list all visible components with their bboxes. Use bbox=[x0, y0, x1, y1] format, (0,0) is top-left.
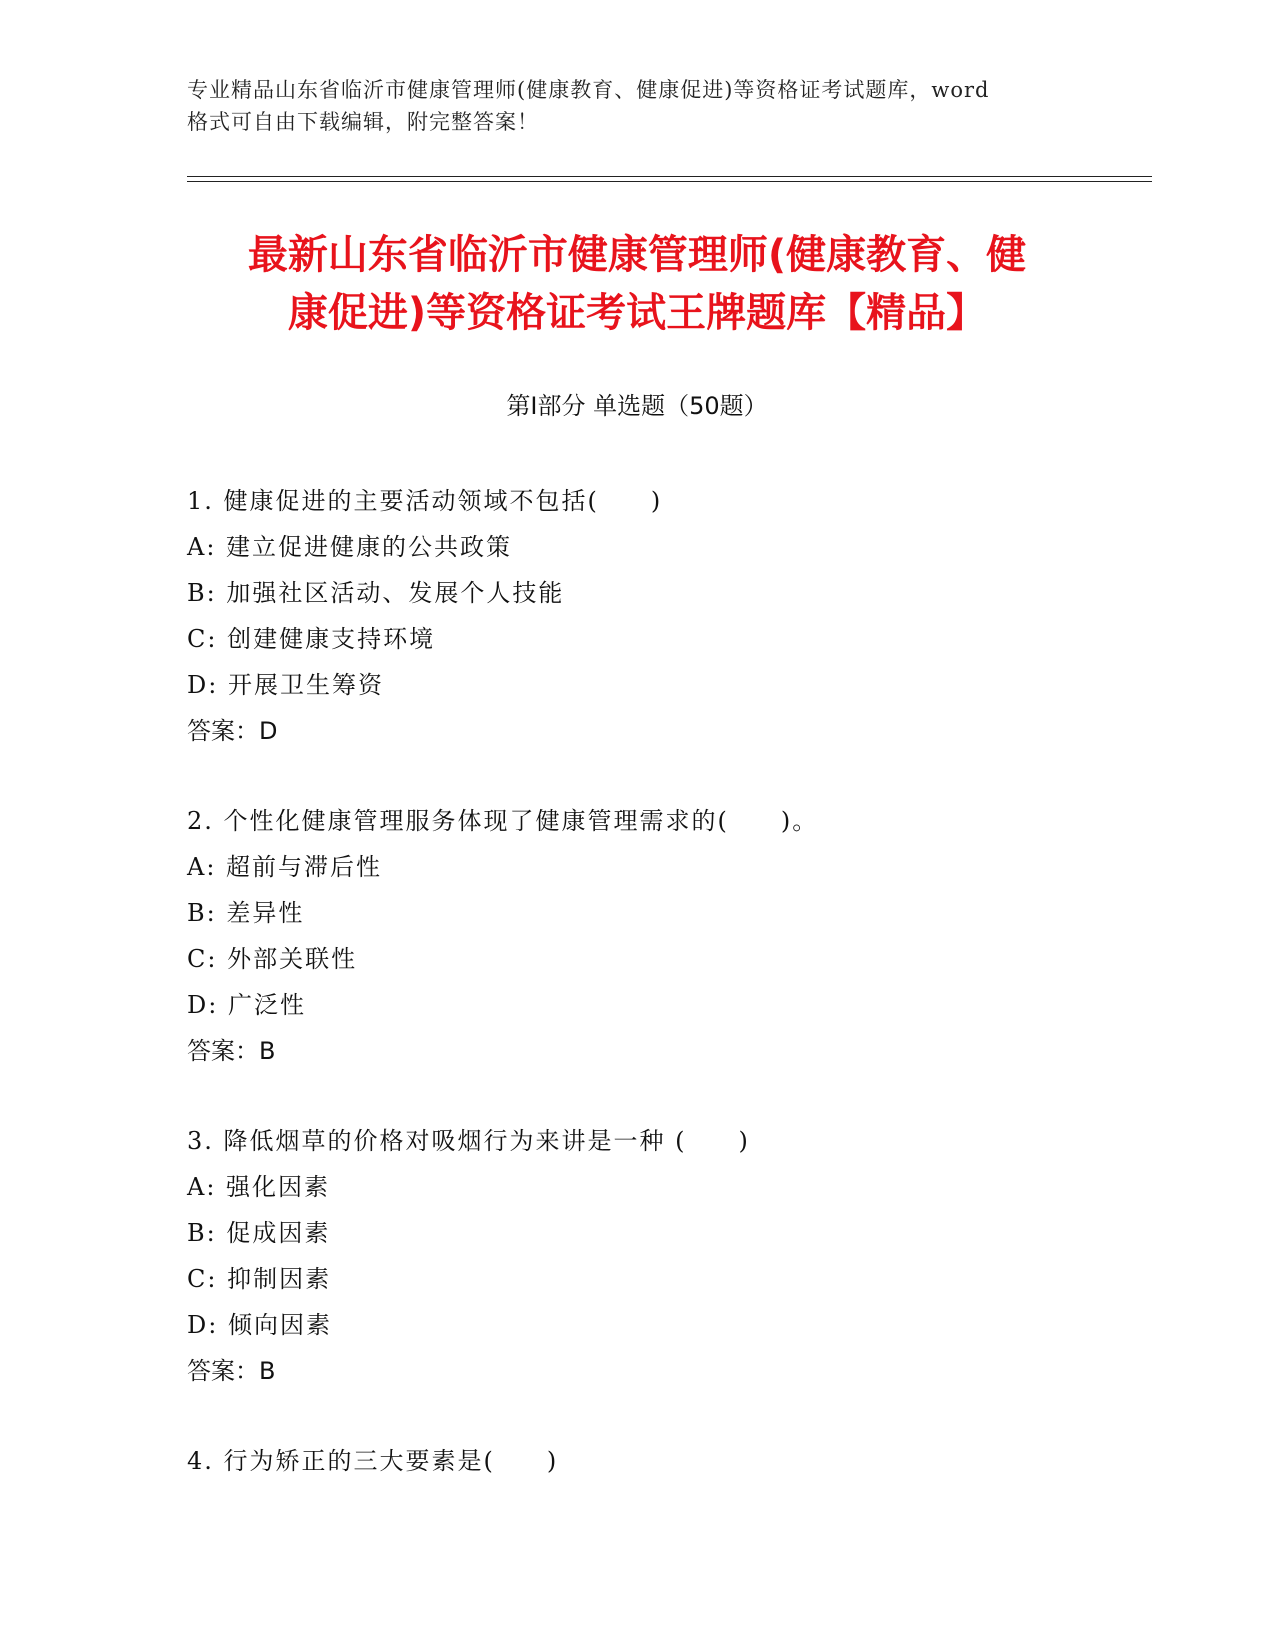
question-stem: 4. 行为矫正的三大要素是( ) bbox=[187, 1447, 559, 1475]
option-c: C: 抑制因素 bbox=[187, 1265, 332, 1293]
title-line-2: 康促进)等资格证考试王牌题库【精品】 bbox=[287, 290, 987, 336]
header-divider-bottom bbox=[187, 181, 1152, 182]
option-a: A: 强化因素 bbox=[187, 1173, 331, 1201]
question-4 bbox=[187, 1438, 1147, 1484]
header-note-line-1: 专业精品山东省临沂市健康管理师(健康教育、健康促进)等资格证考试题库，word bbox=[187, 78, 990, 102]
header-note bbox=[187, 74, 1087, 138]
title-line-1: 最新山东省临沂市健康管理师(健康教育、健 bbox=[247, 232, 1027, 278]
option-b: B: 促成因素 bbox=[187, 1219, 331, 1247]
question-stem: 3. 降低烟草的价格对吸烟行为来讲是一种 ( ) bbox=[187, 1127, 750, 1155]
question-stem: 2. 个性化健康管理服务体现了健康管理需求的( )。 bbox=[187, 807, 819, 835]
header-note-line-2: 格式可自由下载编辑，附完整答案！ bbox=[187, 110, 539, 134]
question-3 bbox=[187, 1118, 1147, 1394]
option-d: D: 广泛性 bbox=[187, 991, 306, 1019]
option-b: B: 加强社区活动、发展个人技能 bbox=[187, 579, 565, 607]
header-divider-top bbox=[187, 176, 1152, 177]
section-title: 第Ⅰ部分 单选题（50题） bbox=[506, 392, 768, 420]
option-a: A: 超前与滞后性 bbox=[187, 853, 383, 881]
question-2 bbox=[187, 798, 1147, 1074]
document-title bbox=[187, 226, 1087, 342]
answer: 答案：B bbox=[187, 1037, 276, 1065]
option-d: D: 倾向因素 bbox=[187, 1311, 332, 1339]
option-c: C: 创建健康支持环境 bbox=[187, 625, 436, 653]
question-1 bbox=[187, 478, 1147, 754]
question-stem: 1. 健康促进的主要活动领域不包括( ) bbox=[187, 487, 663, 515]
option-a: A: 建立促进健康的公共政策 bbox=[187, 533, 513, 561]
option-c: C: 外部关联性 bbox=[187, 945, 358, 973]
answer: 答案：D bbox=[187, 717, 278, 745]
option-b: B: 差异性 bbox=[187, 899, 305, 927]
option-d: D: 开展卫生筹资 bbox=[187, 671, 384, 699]
answer: 答案：B bbox=[187, 1357, 276, 1385]
